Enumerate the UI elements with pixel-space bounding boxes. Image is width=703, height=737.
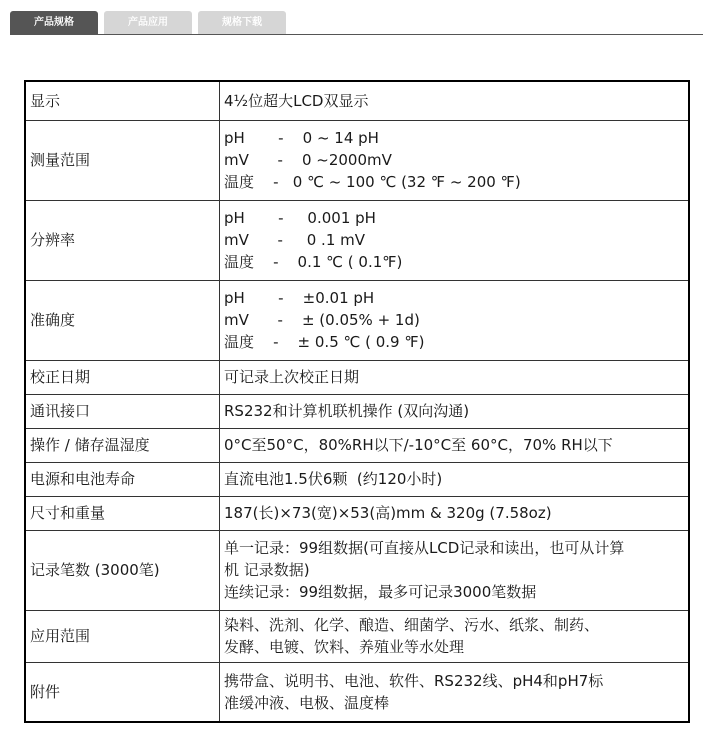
tab-bar bbox=[10, 9, 703, 35]
table-row bbox=[25, 360, 689, 394]
spec-value: 单一记录：99组数据(可直接从LCD记录和读出，也可从计算 机 记录数据) 连续记录：99组数据，最多可记录3000笔数据 bbox=[220, 530, 690, 610]
table-row bbox=[25, 610, 689, 662]
spec-value: 187(长)×73(宽)×53(高)mm & 320g (7.58oz) bbox=[220, 496, 690, 530]
spec-value: 0°C至50°C，80%RH以下/-10°C至 60°C，70% RH以下 bbox=[220, 428, 690, 462]
spec-value: 直流电池1.5伏6颗 (约120小时) bbox=[220, 462, 690, 496]
spec-label: 分辨率 bbox=[25, 200, 220, 280]
spec-value: pH - ±0.01 pH mV - ± (0.05% + 1d) 温度 - ± 0.5 ℃ ( 0.9 ℉) bbox=[220, 280, 690, 360]
table-row bbox=[25, 496, 689, 530]
spec-value: 可记录上次校正日期 bbox=[220, 360, 690, 394]
spec-value: 携带盒、说明书、电池、软件、RS232线、pH4和pH7标 准缓冲液、电极、温度棒 bbox=[220, 662, 690, 722]
spec-label: 通讯接口 bbox=[25, 394, 220, 428]
table-row bbox=[25, 120, 689, 200]
table-row bbox=[25, 530, 689, 610]
tab-spec-download[interactable]: 规格下载 bbox=[198, 11, 286, 34]
table-row bbox=[25, 81, 689, 120]
spec-value: pH - 0.001 pH mV - 0 .1 mV 温度 - 0.1 ℃ ( 0.1℉) bbox=[220, 200, 690, 280]
spec-label: 测量范围 bbox=[25, 120, 220, 200]
spec-label: 准确度 bbox=[25, 280, 220, 360]
spec-value: 染料、洗剂、化学、酿造、细菌学、污水、纸浆、制药、 发酵、电镀、饮料、养殖业等水处理 bbox=[220, 610, 690, 662]
spec-label: 操作 / 储存温湿度 bbox=[25, 428, 220, 462]
table-row bbox=[25, 394, 689, 428]
tab-product-applications[interactable]: 产品应用 bbox=[104, 11, 192, 34]
spec-label: 校正日期 bbox=[25, 360, 220, 394]
spec-value: pH - 0 ~ 14 pH mV - 0 ~2000mV 温度 - 0 ℃ ~ 100 ℃ (32 ℉ ~ 200 ℉) bbox=[220, 120, 690, 200]
spec-value: 4½位超大LCD双显示 bbox=[220, 81, 690, 120]
spec-label: 电源和电池寿命 bbox=[25, 462, 220, 496]
spec-label: 尺寸和重量 bbox=[25, 496, 220, 530]
spec-label: 记录笔数 (3000笔) bbox=[25, 530, 220, 610]
tab-product-specs[interactable]: 产品规格 bbox=[10, 11, 98, 34]
spec-label: 显示 bbox=[25, 81, 220, 120]
tab-divider bbox=[10, 34, 703, 35]
table-row bbox=[25, 462, 689, 496]
spec-label: 应用范围 bbox=[25, 610, 220, 662]
table-row bbox=[25, 200, 689, 280]
table-row bbox=[25, 662, 689, 722]
table-row bbox=[25, 280, 689, 360]
spec-table bbox=[24, 80, 690, 723]
table-row bbox=[25, 428, 689, 462]
spec-label: 附件 bbox=[25, 662, 220, 722]
spec-value: RS232和计算机联机操作 (双向沟通) bbox=[220, 394, 690, 428]
